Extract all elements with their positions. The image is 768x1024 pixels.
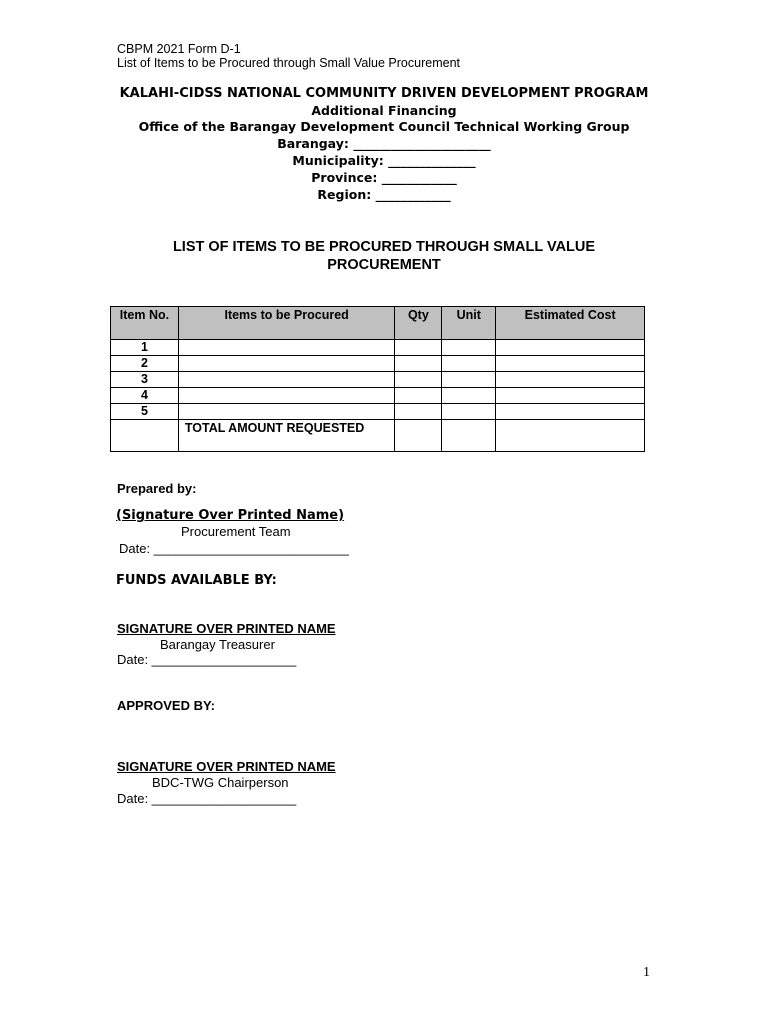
cost-cell[interactable] — [496, 404, 645, 420]
prepared-date: Date: ___________________________ — [119, 541, 349, 556]
list-title-line-1: LIST OF ITEMS TO BE PROCURED THROUGH SMALL VALUE — [172, 239, 596, 255]
approved-role: BDC-TWG Chairperson — [152, 775, 289, 790]
prepared-by-label: Prepared by: — [117, 481, 197, 496]
cost-cell[interactable] — [496, 388, 645, 404]
table-row — [111, 356, 645, 372]
header-items-to-be-procured: Items to be Procured — [178, 307, 395, 340]
total-cost-cell[interactable] — [496, 420, 645, 452]
province-field: Province: ____________ — [311, 170, 457, 185]
page-number: 1 — [643, 965, 650, 980]
form-code: CBPM 2021 Form D-1 — [117, 42, 241, 56]
approved-signature-line: SIGNATURE OVER PRINTED NAME — [117, 759, 336, 774]
item-cell[interactable] — [178, 340, 395, 356]
funds-role: Barangay Treasurer — [160, 637, 275, 652]
unit-cell[interactable] — [442, 340, 496, 356]
table-row — [111, 404, 645, 420]
total-qty-cell[interactable] — [395, 420, 442, 452]
row-number: 3 — [111, 372, 179, 388]
header-qty: Qty — [395, 307, 442, 340]
form-title: List of Items to be Procured through Small Value Procurement — [117, 56, 460, 70]
program-name: KALAHI-CIDSS NATIONAL COMMUNITY DRIVEN DEVELOPMENT PROGRAM — [119, 86, 649, 101]
row-number: 1 — [111, 340, 179, 356]
barangay-field: Barangay: ______________________ — [277, 136, 491, 151]
program-subtitle: Additional Financing — [311, 103, 457, 118]
table-row — [111, 340, 645, 356]
approved-by-label: APPROVED BY: — [117, 698, 215, 713]
list-title-line-2: PROCUREMENT — [327, 257, 441, 273]
list-title — [0, 238, 768, 274]
table-row — [111, 388, 645, 404]
total-amount-label: TOTAL AMOUNT REQUESTED — [178, 420, 395, 452]
document-header — [117, 42, 460, 70]
qty-cell[interactable] — [395, 404, 442, 420]
region-field: Region: ____________ — [317, 187, 451, 202]
unit-cell[interactable] — [442, 356, 496, 372]
approved-date: Date: ____________________ — [117, 791, 297, 806]
header-estimated-cost: Estimated Cost — [496, 307, 645, 340]
funds-date: Date: ____________________ — [117, 652, 297, 667]
unit-cell[interactable] — [442, 404, 496, 420]
funds-available-label: FUNDS AVAILABLE BY: — [116, 573, 277, 588]
unit-cell[interactable] — [442, 388, 496, 404]
table-row — [111, 372, 645, 388]
municipality-field: Municipality: ______________ — [292, 153, 476, 168]
header-item-no: Item No. — [111, 307, 179, 340]
qty-cell[interactable] — [395, 356, 442, 372]
office-name: Office of the Barangay Development Council Technical Working Group — [138, 119, 630, 134]
unit-cell[interactable] — [442, 372, 496, 388]
items-table — [110, 306, 645, 452]
total-blank-cell — [111, 420, 179, 452]
qty-cell[interactable] — [395, 388, 442, 404]
header-unit: Unit — [442, 307, 496, 340]
row-number: 2 — [111, 356, 179, 372]
qty-cell[interactable] — [395, 340, 442, 356]
prepared-role: Procurement Team — [181, 524, 291, 539]
funds-signature-line: SIGNATURE OVER PRINTED NAME — [117, 621, 336, 636]
total-unit-cell[interactable] — [442, 420, 496, 452]
qty-cell[interactable] — [395, 372, 442, 388]
item-cell[interactable] — [178, 388, 395, 404]
row-number: 5 — [111, 404, 179, 420]
total-row — [111, 420, 645, 452]
cost-cell[interactable] — [496, 372, 645, 388]
table-header-row — [111, 307, 645, 340]
cost-cell[interactable] — [496, 340, 645, 356]
cost-cell[interactable] — [496, 356, 645, 372]
prepared-signature-line: (Signature Over Printed Name) — [116, 508, 345, 523]
item-cell[interactable] — [178, 356, 395, 372]
item-cell[interactable] — [178, 372, 395, 388]
row-number: 4 — [111, 388, 179, 404]
item-cell[interactable] — [178, 404, 395, 420]
